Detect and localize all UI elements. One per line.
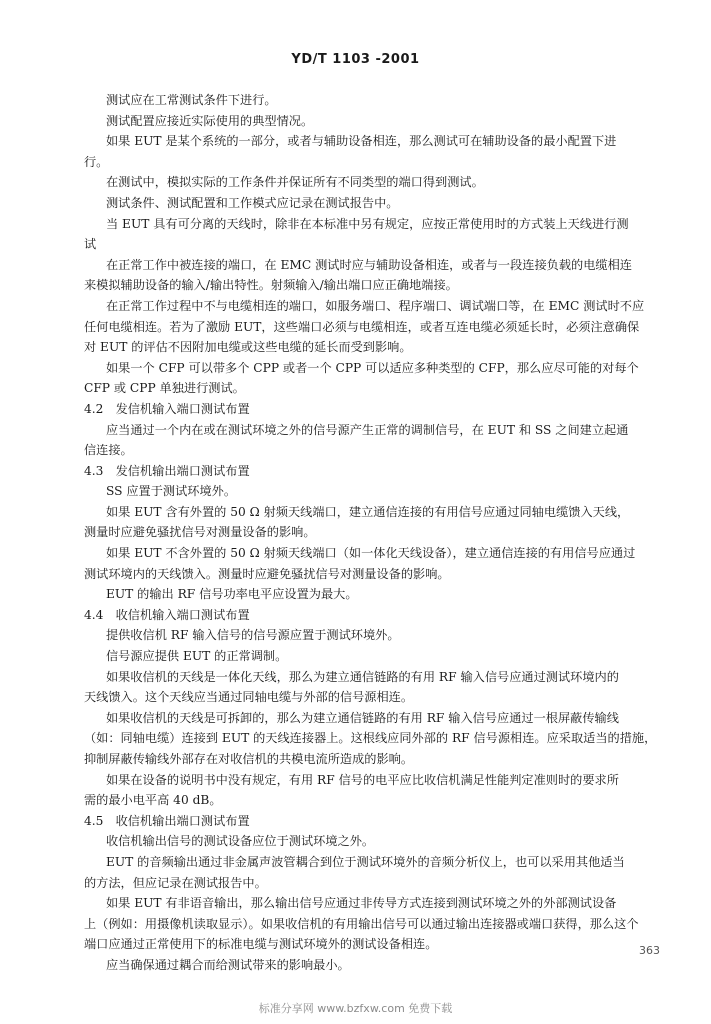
section-heading: 4.2 发信机输入端口测试布置 — [84, 401, 250, 416]
body-line: 提供收信机 RF 输入信号的信号源应置于测试环境外。 — [106, 628, 400, 643]
body-line: 端口应通过正常使用下的标准电缆与测试环境外的测试设备相连。 — [84, 937, 438, 952]
body-line: 测试配置应接近实际使用的典型情况。 — [106, 113, 314, 128]
standard-header: YD/T 1103 -2001 — [291, 52, 420, 67]
body-line: EUT 的音频输出通过非金属声波管耦合到位于测试环境外的音频分析仪上，也可以采用其他适当 — [106, 854, 625, 869]
body-line: 测试应在工常测试条件下进行。 — [106, 93, 277, 107]
body-line: 在正常工作过程中不与电缆相连的端口，如服务端口、程序端口、调试端口等，在 EMC 测试时不应 — [106, 298, 645, 313]
body-line: 测试条件、测试配置和工作模式应记录在测试报告中。 — [106, 195, 399, 210]
body-line: 对 EUT 的评估不因附加电缆或这些电缆的延长而受到影响。 — [84, 340, 412, 355]
document-body — [84, 90, 660, 976]
body-line: 信号源应提供 EUT 的正常调制。 — [106, 649, 288, 664]
body-line: 上（例如：用摄像机读取显示）。如果收信机的有用输出信号可以通过输出连接器或端口获得，那么这个 — [84, 916, 639, 931]
body-line: 测试环境内的天线馈入。测量时应避免骚扰信号对测量设备的影响。 — [84, 566, 450, 581]
body-line: SS 应置于测试环境外。 — [106, 484, 237, 499]
body-line: 如果收信机的天线是一体化天线，那么为建立通信链路的有用 RF 输入信号应通过测试环境内的 — [106, 669, 619, 684]
body-line: 的方法，但应记录在测试报告中。 — [84, 875, 267, 890]
body-line: 在正常工作中被连接的端口，在 EMC 测试时应与辅助设备相连，或者与一段连接负载的电缆相连 — [106, 257, 632, 272]
body-line: 在测试中，模拟实际的工作条件并保证所有不同类型的端口得到测试。 — [106, 175, 484, 190]
body-line: EUT 的输出 RF 信号功率电平应设置为最大。 — [106, 587, 358, 602]
body-line: 行。 — [84, 154, 109, 169]
body-line: 如果收信机的天线是可拆卸的，那么为建立通信链路的有用 RF 输入信号应通过一根屏蔽传输线 — [106, 710, 619, 725]
body-line: 需的最小电平高 40 dB。 — [84, 793, 222, 808]
body-line: 天线馈入。这个天线应当通过同轴电缆与外部的信号源相连。 — [84, 690, 414, 705]
section-heading: 4.5 收信机输出端口测试布置 — [84, 813, 250, 828]
body-line: 信连接。 — [84, 443, 133, 458]
body-line: 如果 EUT 是某个系统的一部分，或者与辅助设备相连，那么测试可在辅助设备的最小配置下进 — [106, 134, 617, 149]
body-line: 当 EUT 具有可分离的天线时，除非在本标准中另有规定，应按正常使用时的方式装上天线进行测 — [106, 216, 629, 231]
body-line: 收信机输出信号的测试设备应位于测试环境之外。 — [106, 834, 375, 849]
body-line: 来模拟辅助设备的输入/输出特性。射频输入/输出端口应正确地端接。 — [84, 278, 458, 293]
body-line: 如果 EUT 有非语音输出，那么输出信号应通过非传导方式连接到测试环境之外的外部测试设备 — [106, 896, 617, 911]
body-line: 如果 EUT 不含外置的 50 Ω 射频天线端口（如一体化天线设备），建立通信连接的有用信号应通过 — [106, 546, 636, 561]
body-line: 任何电缆相连。若为了激励 EUT，这些端口必须与电缆相连，或者互连电缆必须延长时，必须注意确保 — [84, 319, 640, 334]
body-line: 测量时应避免骚扰信号对测量设备的影响。 — [84, 525, 316, 540]
body-line: （如：同轴电缆）连接到 EUT 的天线连接器上。这根线应同外部的 RF 信号源相连。应采取适当的措施， — [84, 731, 657, 746]
body-line: 应当通过一个内在或在测试环境之外的信号源产生正常的调制信号，在 EUT 和 SS 之间建立起通 — [106, 422, 629, 437]
section-heading: 4.4 收信机输入端口测试布置 — [84, 607, 250, 622]
body-line: 应当确保通过耦合而给测试带来的影响最小。 — [106, 957, 350, 972]
body-line: 如果一个 CFP 可以带多个 CPP 或者一个 CPP 可以适应多种类型的 CFP，那么应尽可能的对每个 — [106, 360, 639, 375]
body-line: 如果在设备的说明书中没有规定，有用 RF 信号的电平应比收信机满足性能判定准则时的要求所 — [106, 772, 619, 787]
page-number: 363 — [639, 944, 660, 957]
body-line: 抑制屏蔽传输线外部存在对收信机的共模电流所造成的影响。 — [84, 752, 414, 766]
body-line: CFP 或 CPP 单独进行测试。 — [84, 381, 245, 396]
body-line: 如果 EUT 含有外置的 50 Ω 射频天线端口，建立通信连接的有用信号应通过同轴电缆馈入天线， — [106, 504, 630, 519]
body-line: 试 — [84, 237, 97, 252]
section-heading: 4.3 发信机输出端口测试布置 — [84, 463, 250, 478]
footer-watermark: 标准分享网 www.bzfxw.com 免费下载 — [258, 1002, 453, 1015]
